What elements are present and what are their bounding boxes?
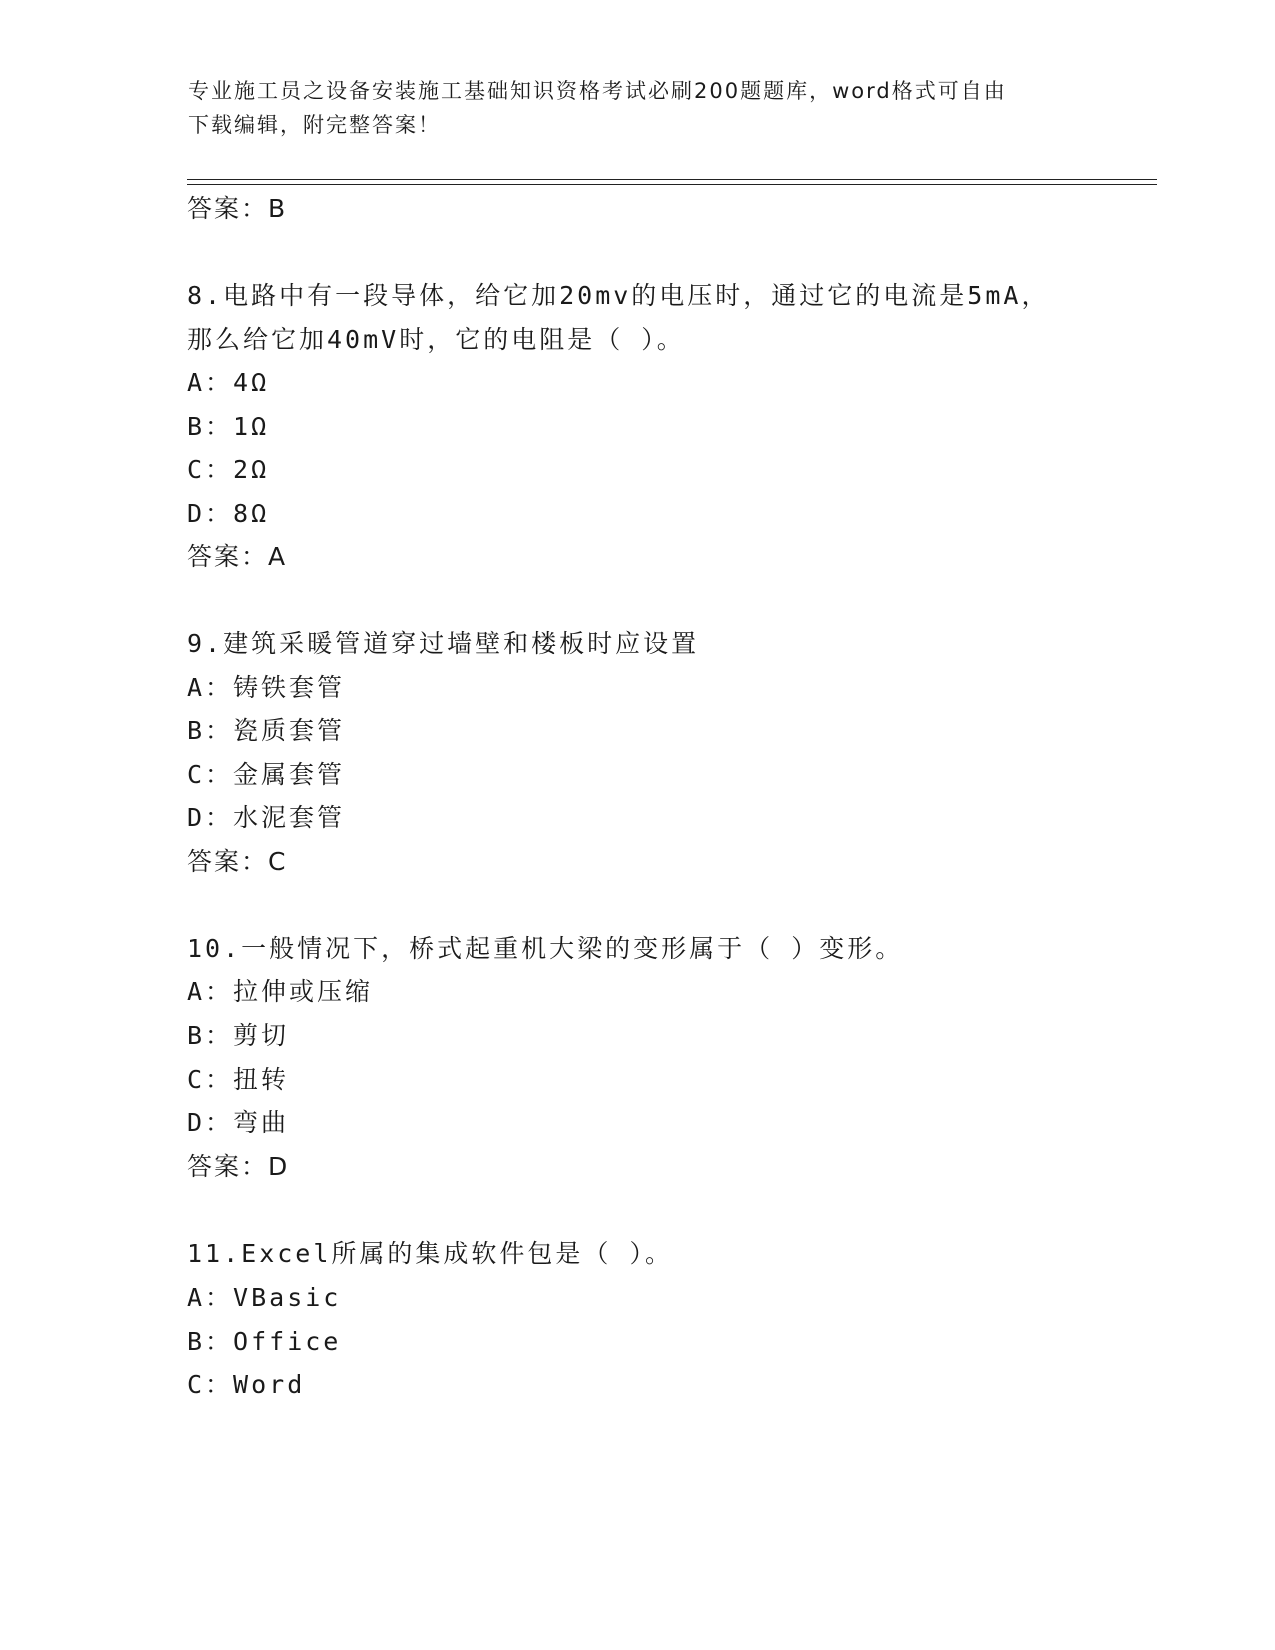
question-8-option-a: A：4Ω [187, 368, 270, 397]
header-line-1: 专业施工员之设备安装施工基础知识资格考试必刷200题题库，word格式可自由 [188, 79, 1007, 103]
question-10-stem: 10.一般情况下，桥式起重机大梁的变形属于（ ）变形。 [187, 934, 904, 963]
question-11-option-c: C：Word [187, 1370, 306, 1399]
question-10-option-c: C：扭转 [187, 1065, 290, 1094]
question-8-answer: 答案：A [187, 542, 288, 571]
question-9-option-c: C：金属套管 [187, 760, 346, 789]
question-8-option-b: B：1Ω [187, 412, 270, 441]
previous-answer: 答案：B [187, 194, 288, 223]
question-10-option-b: B：剪切 [187, 1021, 290, 1050]
question-9-stem: 9.建筑采暖管道穿过墙壁和楼板时应设置 [187, 629, 700, 658]
question-10-option-a: A：拉伸或压缩 [187, 977, 374, 1006]
question-10-option-d: D：弯曲 [187, 1108, 290, 1137]
question-8-stem-line-1: 8.电路中有一段导体，给它加20mv的电压时，通过它的电流是5mA， [187, 281, 1050, 310]
header-divider-bottom [187, 184, 1157, 185]
question-8-stem-line-2: 那么给它加40mV时，它的电阻是（ ）。 [187, 325, 685, 354]
question-9-option-d: D：水泥套管 [187, 803, 346, 832]
question-8-option-c: C：2Ω [187, 455, 270, 484]
header-divider-top [187, 179, 1157, 180]
question-9-answer: 答案：C [187, 847, 288, 876]
question-11-option-a: A：VBasic [187, 1283, 342, 1312]
question-8-option-d: D：8Ω [187, 499, 270, 528]
question-11-option-b: B：Office [187, 1327, 342, 1356]
question-9-option-b: B：瓷质套管 [187, 716, 346, 745]
question-9-option-a: A：铸铁套管 [187, 673, 346, 702]
question-10-answer: 答案：D [187, 1152, 290, 1181]
question-11-stem: 11.Excel所属的集成软件包是（ ）。 [187, 1239, 673, 1268]
header-line-2: 下载编辑，附完整答案！ [188, 113, 441, 137]
document-header [188, 74, 1088, 142]
